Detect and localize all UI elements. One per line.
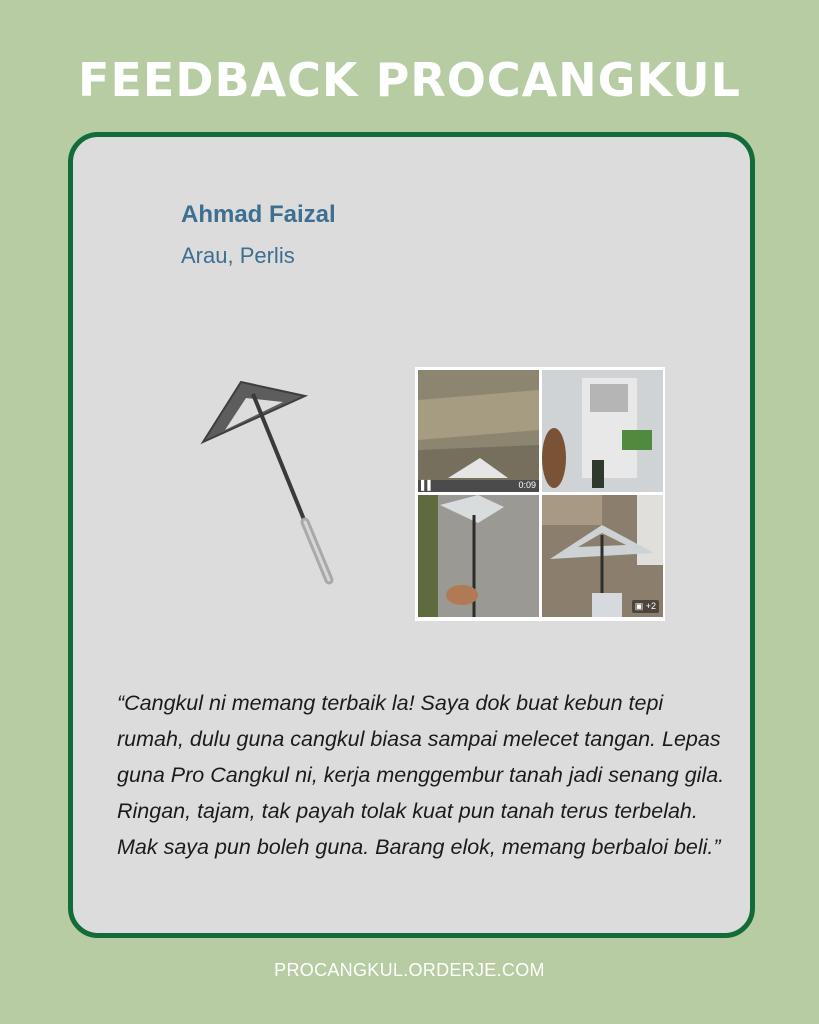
footer-website[interactable]: PROCANGKUL.ORDERJE.COM xyxy=(274,960,545,980)
reviewer-name: Ahmad Faizal xyxy=(181,201,336,228)
gallery-photo-hoe-blade[interactable] xyxy=(542,495,663,617)
page-title: FEEDBACK PROCANGKUL xyxy=(78,53,741,107)
gallery-photo-hoe-road[interactable] xyxy=(418,495,539,617)
photos-icon: ▣ xyxy=(634,601,644,611)
testimonial-card xyxy=(68,132,755,938)
video-play-icon: ▌▌ xyxy=(421,480,434,490)
hoe-product-image xyxy=(193,372,343,592)
video-duration: 0:09 xyxy=(518,480,536,490)
gallery-video-thumbnail[interactable] xyxy=(418,370,539,492)
testimonial-quote: “Cangkul ni memang terbaik la! Saya dok buat kebun tepi rumah, dulu guna cangkul biasa sampai melecet tangan. Lepas guna Pro Cangkul ni, kerja menggembur tanah jadi senang gila. Ringan, tajam, tak payah tolak kuat pun tanah terus terbelah. Mak saya pun boleh guna. Barang elok, memang berbaloi beli.” xyxy=(117,691,725,859)
gallery-photo-package[interactable] xyxy=(542,370,663,492)
reviewer-location: Arau, Perlis xyxy=(181,243,295,268)
review-photo-gallery[interactable] xyxy=(415,367,665,621)
more-photos-badge[interactable]: ▣ +2 xyxy=(632,600,659,613)
